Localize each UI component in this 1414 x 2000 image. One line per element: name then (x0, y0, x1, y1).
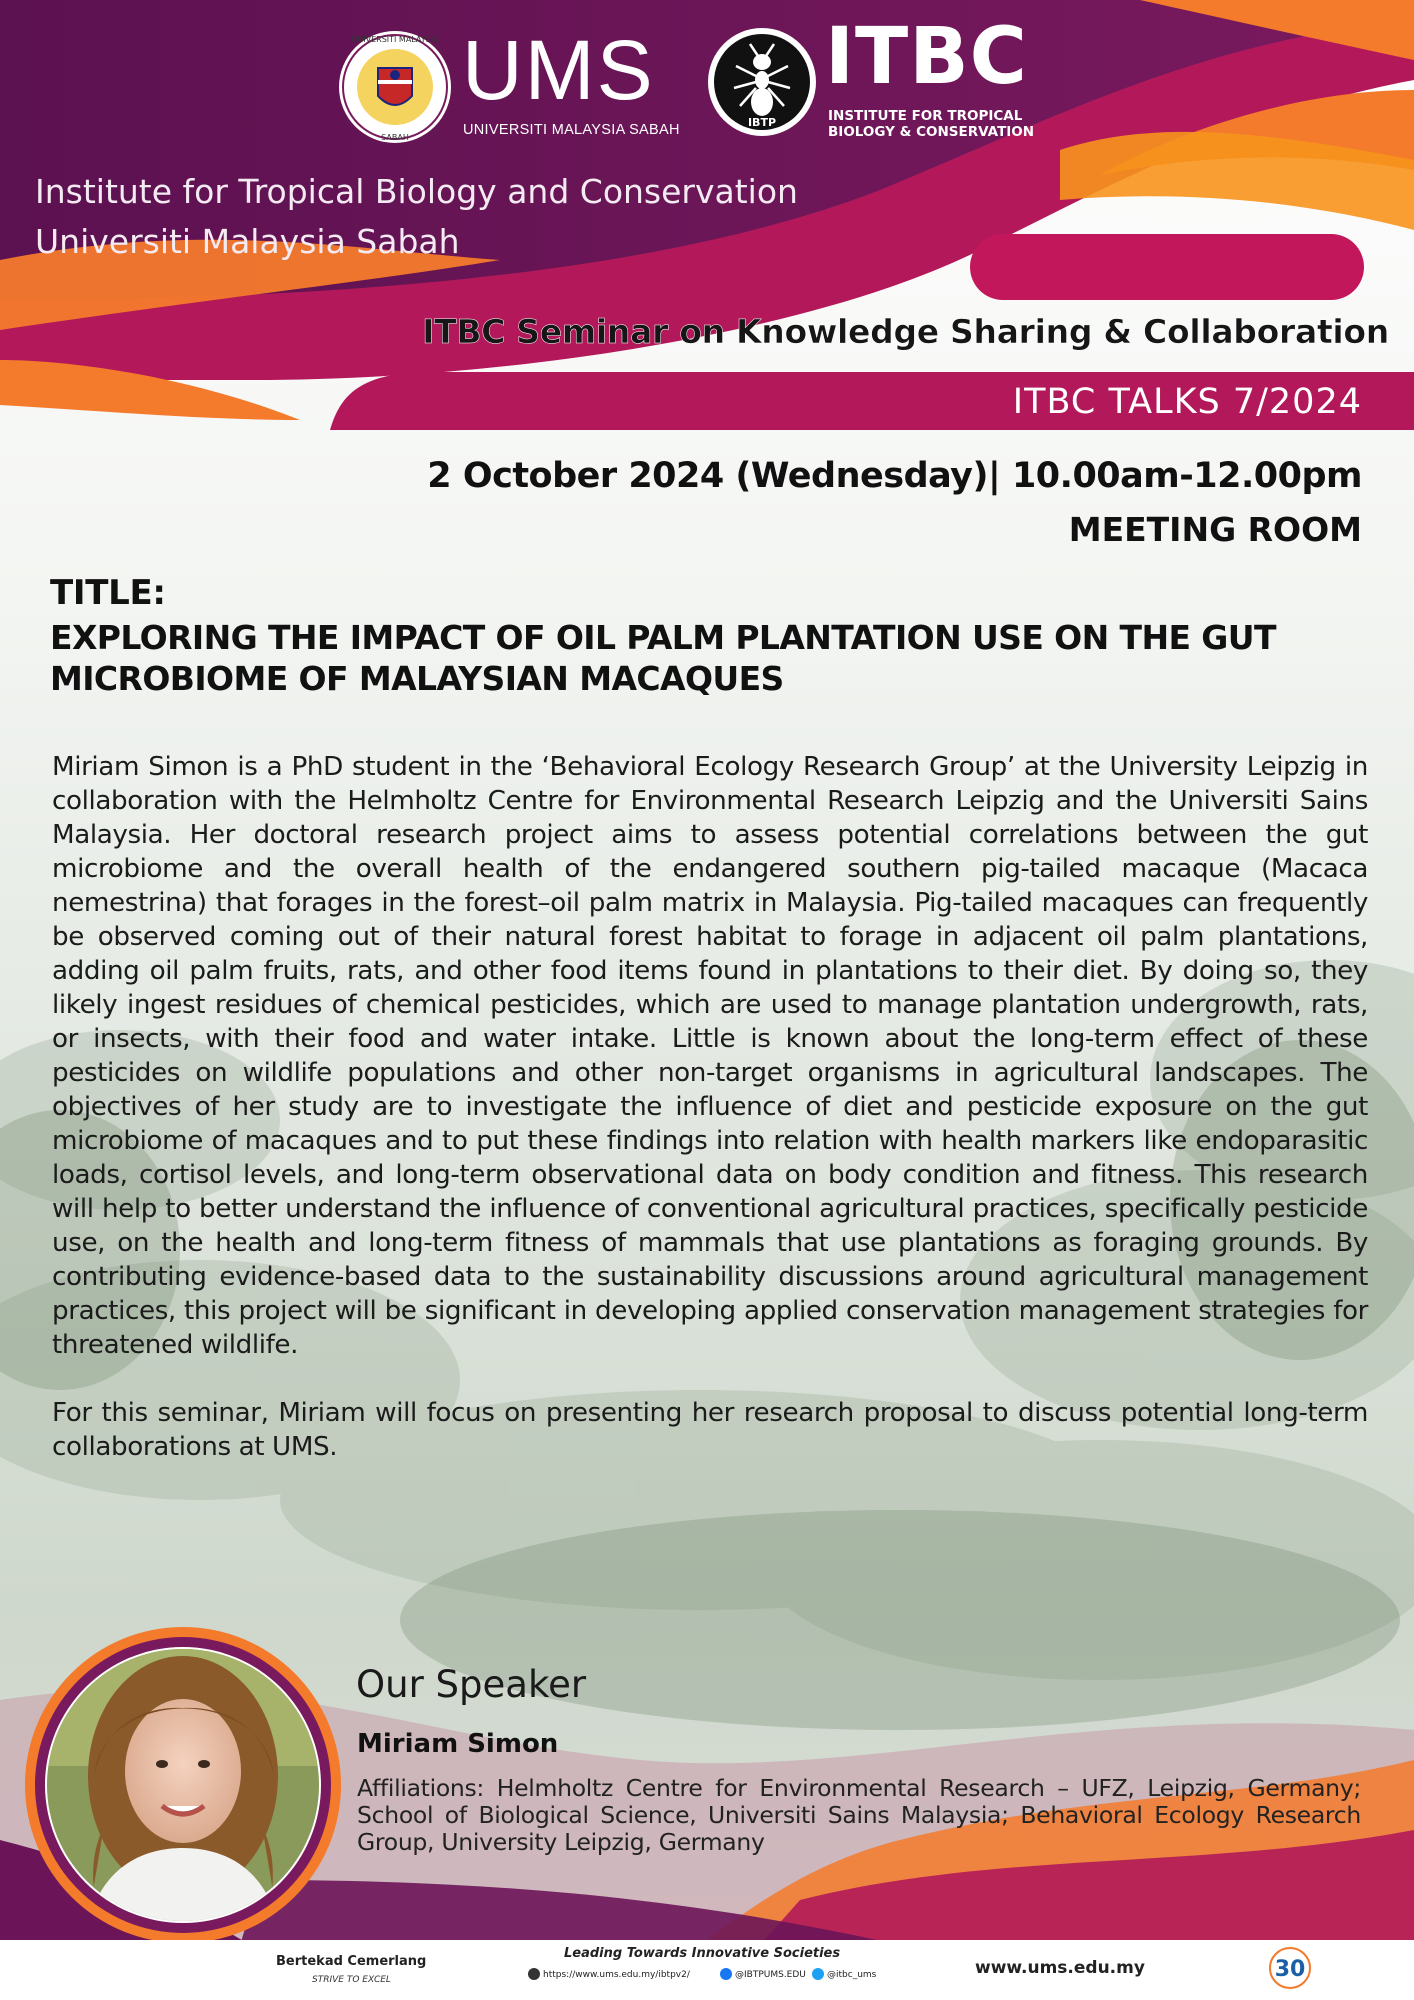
abstract (52, 750, 1368, 1498)
twitter-icon (812, 1968, 824, 1980)
event-date-time: 2 October 2024 (Wednesday)| 10.00am-12.00pm (427, 456, 1362, 496)
itbc-subtitle-line2: BIOLOGY & CONSERVATION (828, 124, 1035, 140)
abstract-paragraph-1: Miriam Simon is a PhD student in the ‘Behavioral Ecology Research Group’ at the University Leipzig in collaboration with the Helmholtz Centre for Environmental Research Leipzig and the Universiti Sains Malaysia. Her doctoral research project aims to assess potential correlations between the gut microbiome and the overall health of the endangered southern pig-tailed macaque (Macaca nemestrina) that forages in the forest–oil palm matrix in Malaysia. Pig-tailed macaques can frequently be observed coming out of their natural forest habitat to forage in adjacent oil palm plantations, adding oil palm fruits, rats, and other food items found in plantations to their diet. By doing so, they likely ingest residues of chemical pesticides, which are used to manage plantation undergrowth, rats, or insects, with their food and water intake. Little is known about the long-term effect of these pesticides on wildlife populations and other non-target organisms in agricultural landscapes. The objectives of her study are to investigate the influence of diet and pesticide exposure on the gut microbiome of macaques and to put these findings into relation with health markers like endoparasitic loads, cortisol levels, and long-term observational data on body condition and fitness. This research will help to better understand the influence of conventional agricultural practices, specifically pesticide use, on the health and long-term fitness of mammals that use plantations as foraging grounds. By contributing evidence-based data to the sustainability discussions around agricultural management practices, this project will be significant in developing applied conservation management strategies for threatened wildlife. (52, 752, 1368, 1360)
svg-text:UNIVERSITI MALAYSIA: UNIVERSITI MALAYSIA (351, 35, 439, 44)
globe-icon (528, 1968, 540, 1980)
svg-text:IBTP: IBTP (747, 116, 777, 129)
facebook-icon (720, 1968, 732, 1980)
ibtp-ant-logo (706, 26, 818, 138)
footer-motto: Bertekad Cemerlang (276, 1954, 427, 1969)
ums-wordmark: UMS (462, 23, 655, 117)
footer-web-link[interactable]: https://www.ums.edu.my/ibtpv2/ (543, 1970, 690, 1980)
speaker-name: Miriam Simon (357, 1729, 559, 1759)
title-label: TITLE: (50, 573, 166, 613)
institute-name: Institute for Tropical Biology and Conservation (35, 172, 798, 211)
abstract-paragraph-2: For this seminar, Miriam will focus on presenting her research proposal to discuss potential long-term collaborations at UMS. (52, 1398, 1368, 1462)
speaker-heading: Our Speaker (356, 1663, 587, 1706)
university-name: Universiti Malaysia Sabah (35, 222, 460, 261)
seminar-series-title: ITBC Seminar on Knowledge Sharing & Collaboration (422, 312, 1389, 351)
itbc-wordmark: ITBC (825, 12, 1028, 102)
footer-facebook-link[interactable]: @IBTPUMS.EDU (735, 1970, 806, 1980)
footer-website[interactable]: www.ums.edu.my (975, 1958, 1145, 1978)
talk-number: ITBC TALKS 7/2024 (1012, 382, 1362, 422)
speaker-affiliations: Affiliations: Helmholtz Centre for Environmental Research – UFZ, Leipzig, Germany; School of Biological Science, Universiti Sains Malaysia; Behavioral Ecology Research Group, University Leipzig, Germany (357, 1774, 1361, 1856)
anniversary-logo (1268, 1946, 1312, 1990)
footer-twitter-link[interactable]: @itbc_ums (827, 1970, 877, 1980)
ums-crest-logo (336, 28, 454, 146)
itbc-subtitle-line1: INSTITUTE FOR TROPICAL (828, 108, 1023, 124)
ums-subtitle: UNIVERSITI MALAYSIA SABAH (463, 122, 680, 138)
speaker-portrait (24, 1626, 342, 1944)
anniversary-number: 30 (1274, 1957, 1306, 1982)
event-venue: MEETING ROOM (1068, 510, 1362, 549)
footer-tagline: Leading Towards Innovative Societies (564, 1946, 841, 1961)
talk-title: EXPLORING THE IMPACT OF OIL PALM PLANTATION USE ON THE GUT MICROBIOME OF MALAYSIAN MACAQUES (50, 618, 1276, 698)
footer-motto-english: STRIVE TO EXCEL (312, 1975, 391, 1985)
itbc-subtitle (828, 108, 1034, 140)
svg-text:SABAH: SABAH (381, 133, 409, 142)
